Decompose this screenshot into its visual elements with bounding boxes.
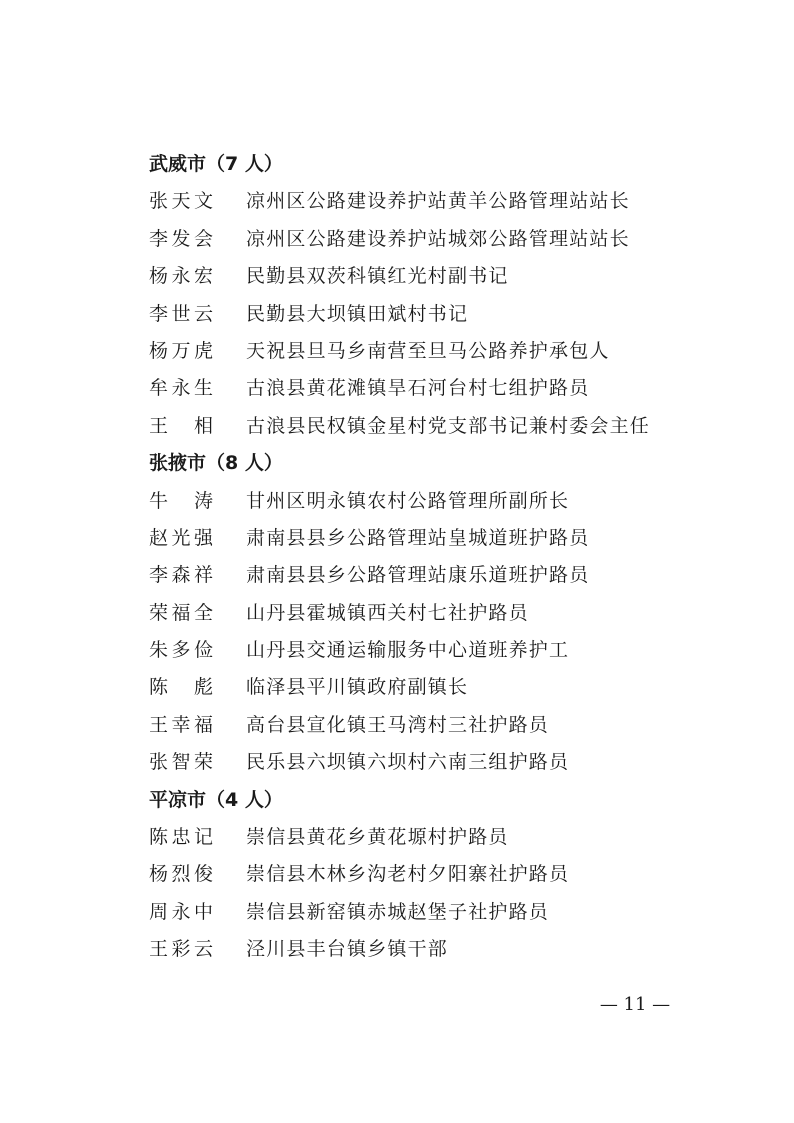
list-item bbox=[149, 520, 709, 557]
list-item bbox=[149, 296, 709, 333]
person-role: 古浪县民权镇金星村党支部书记兼村委会主任 bbox=[246, 414, 651, 437]
list-item bbox=[149, 894, 709, 931]
list-item bbox=[149, 669, 709, 706]
person-role: 临泽县平川镇政府副镇长 bbox=[246, 676, 469, 699]
list-item bbox=[149, 258, 709, 295]
section-title: 武威市（7 人） bbox=[149, 153, 283, 175]
person-role: 民乐县六坝镇六坝村六南三组护路员 bbox=[246, 751, 570, 774]
list-item bbox=[149, 595, 709, 632]
person-name: 赵光强 bbox=[149, 526, 213, 549]
list-item bbox=[149, 370, 709, 407]
person-role: 山丹县霍城镇西关村七社护路员 bbox=[246, 601, 529, 624]
person-name: 李森祥 bbox=[149, 564, 213, 587]
person-name: 牛涛 bbox=[149, 489, 213, 512]
person-name: 李世云 bbox=[149, 302, 213, 325]
section-title: 平凉市（4 人） bbox=[149, 788, 283, 811]
person-name: 杨万虎 bbox=[149, 339, 213, 362]
section-title: 张掖市（8 人） bbox=[149, 452, 283, 475]
list-item bbox=[149, 183, 709, 220]
list-item bbox=[149, 333, 709, 370]
document-body bbox=[149, 146, 709, 969]
person-name: 周永中 bbox=[149, 900, 213, 923]
person-name: 陈忠记 bbox=[149, 826, 213, 849]
list-item bbox=[149, 408, 709, 445]
person-role: 古浪县黄花滩镇旱石河台村七组护路员 bbox=[246, 377, 590, 400]
page-number: — 11 — bbox=[599, 994, 671, 1015]
person-name: 牟永生 bbox=[149, 377, 213, 400]
list-item bbox=[149, 819, 709, 856]
person-role: 民勤县双茨科镇红光村副书记 bbox=[246, 265, 509, 288]
section-pingliang bbox=[149, 782, 709, 969]
person-role: 山丹县交通运输服务中心道班养护工 bbox=[246, 639, 570, 662]
section-wuwei bbox=[149, 146, 709, 445]
person-name: 陈彪 bbox=[149, 676, 213, 699]
person-name: 王幸福 bbox=[149, 713, 213, 736]
person-name: 朱多俭 bbox=[149, 639, 213, 662]
list-item bbox=[149, 483, 709, 520]
list-item bbox=[149, 707, 709, 744]
list-item bbox=[149, 221, 709, 258]
section-zhangye bbox=[149, 445, 709, 782]
person-role: 凉州区公路建设养护站城郊公路管理站站长 bbox=[246, 227, 630, 250]
person-role: 崇信县新窑镇赤城赵堡子社护路员 bbox=[246, 900, 550, 923]
list-item bbox=[149, 931, 709, 968]
person-role: 高台县宣化镇王马湾村三社护路员 bbox=[246, 713, 550, 736]
list-item bbox=[149, 856, 709, 893]
list-item bbox=[149, 557, 709, 594]
person-role: 崇信县木林乡沟老村夕阳寨社护路员 bbox=[246, 863, 570, 886]
person-role: 民勤县大坝镇田斌村书记 bbox=[246, 302, 469, 325]
person-name: 王彩云 bbox=[149, 938, 213, 961]
person-name: 荣福全 bbox=[149, 601, 213, 624]
person-role: 肃南县县乡公路管理站康乐道班护路员 bbox=[246, 564, 590, 587]
person-role: 甘州区明永镇农村公路管理所副所长 bbox=[246, 489, 570, 512]
person-name: 张天文 bbox=[149, 190, 213, 213]
person-role: 肃南县县乡公路管理站皇城道班护路员 bbox=[246, 526, 590, 549]
person-role: 崇信县黄花乡黄花塬村护路员 bbox=[246, 826, 509, 849]
person-name: 杨永宏 bbox=[149, 265, 213, 288]
list-item bbox=[149, 632, 709, 669]
person-name: 王相 bbox=[149, 414, 213, 437]
person-role: 凉州区公路建设养护站黄羊公路管理站站长 bbox=[246, 190, 630, 213]
person-role: 泾川县丰台镇乡镇干部 bbox=[246, 938, 449, 961]
person-name: 杨烈俊 bbox=[149, 863, 213, 886]
person-name: 张智荣 bbox=[149, 751, 213, 774]
person-role: 天祝县旦马乡南营至旦马公路养护承包人 bbox=[246, 339, 610, 362]
list-item bbox=[149, 744, 709, 781]
person-name: 李发会 bbox=[149, 227, 213, 250]
